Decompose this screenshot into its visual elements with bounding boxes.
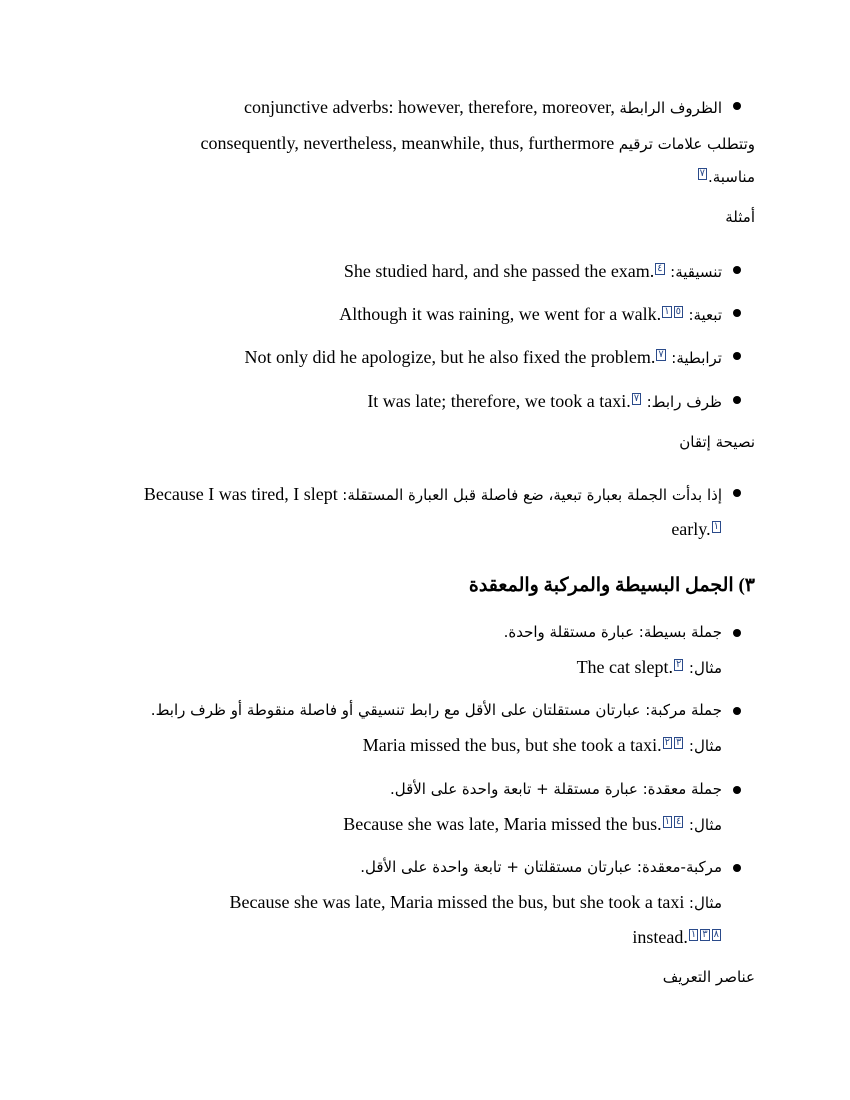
type-def: جملة مركبة: عبارتان مستقلتان على الأقل مع رابط تنسيقي أو فاصلة منقوطة أو ظرف رابط. (150, 701, 722, 719)
type-example (577, 655, 722, 680)
tip-heading: نصيحة إتقان (679, 433, 755, 451)
example-text: Not only did he apologize, but he also fixed the problem. (244, 347, 656, 367)
tip-line-1 (144, 482, 722, 507)
example-text: She studied hard, and she passed the exam. (343, 261, 655, 281)
example-label: تبعية: (688, 306, 722, 324)
footnote-ref[interactable]: ١ (664, 816, 671, 827)
example-label: ترابطية: (671, 349, 722, 367)
type-example-text: Because she was late, Maria missed the bus. (343, 814, 662, 834)
bullet (733, 489, 741, 497)
type-def: جملة بسيطة: عبارة مستقلة واحدة. (503, 623, 722, 641)
type-example-cont (632, 925, 722, 949)
footnote-ref[interactable]: ١ (690, 929, 697, 940)
conj-ar-2: وتتطلب علامات ترقيم (618, 135, 755, 153)
type-example-text: Because she was late, Maria missed the bus, but she took a taxi (229, 892, 685, 912)
example-label: مثال: (688, 737, 722, 755)
conj-line-3 (697, 164, 755, 189)
bullet (733, 102, 741, 110)
conj-ar-1: الظروف الرابطة (619, 99, 722, 117)
tip-ar: إذا بدأت الجملة بعبارة تبعية، ضع فاصلة قبل العبارة المستقلة: (342, 486, 722, 504)
bullet (733, 786, 741, 794)
section-3-title: ٣) الجمل البسيطة والمركبة والمعقدة (468, 575, 755, 596)
conj-en-1: conjunctive adverbs: however, therefore, moreover, (244, 97, 615, 117)
conj-line-1 (244, 95, 722, 120)
tip-en-2: early. (671, 519, 711, 539)
footnote-ref[interactable]: ٨ (713, 929, 719, 940)
footnote-ref[interactable]: ٤ (676, 816, 682, 827)
example-text: Although it was raining, we went for a walk. (339, 304, 662, 324)
examples-heading: أمثلة (725, 208, 755, 226)
type-example-text: The cat slept. (576, 657, 674, 677)
type-def: مركبة-معقدة: عبارتان مستقلتان + تابعة واحدة على الأقل. (360, 858, 722, 876)
example-label: ظرف رابط: (646, 393, 722, 411)
bullet (733, 629, 741, 637)
footnote-ref[interactable]: ١ (664, 306, 670, 317)
footnote-ref[interactable]: ١ (713, 521, 719, 532)
bullet (733, 396, 741, 404)
example-2 (244, 345, 722, 370)
bullet (733, 309, 741, 317)
example-1 (339, 302, 722, 327)
conj-ar-3: مناسبة. (707, 168, 755, 186)
footnote-ref[interactable]: ٧ (658, 349, 664, 360)
type-def: جملة معقدة: عبارة مستقلة + تابعة واحدة على الأقل. (389, 780, 722, 798)
example-label: مثال: (688, 894, 722, 912)
conj-en-2: consequently, nevertheless, meanwhile, thus, furthermore (200, 133, 615, 153)
type-example (230, 890, 722, 915)
type-example (343, 812, 722, 837)
footnote-ref[interactable]: ٢ (664, 737, 671, 748)
footnote-ref[interactable]: ٥ (675, 306, 681, 317)
example-label: مثال: (688, 816, 722, 834)
tip-en-1: Because I was tired, I slept (143, 484, 338, 504)
example-0 (344, 259, 722, 284)
example-label: تنسيقية: (670, 263, 722, 281)
type-example (363, 733, 722, 758)
footnote-ref[interactable]: ٤ (657, 263, 663, 274)
bullet (733, 352, 741, 360)
footnote-ref[interactable]: ٣ (676, 737, 682, 748)
conj-line-2 (201, 131, 755, 156)
footnote-ref[interactable]: ٧ (633, 393, 640, 404)
type-example-text: Maria missed the bus, but she took a taxi. (362, 735, 662, 755)
example-label: مثال: (688, 659, 722, 677)
example-text: It was late; therefore, we took a taxi. (367, 391, 631, 411)
tip-line-2 (671, 517, 722, 541)
bullet (733, 266, 741, 274)
bullet (733, 707, 741, 715)
definition-elements-heading: عناصر التعريف (662, 968, 755, 986)
footnote-ref[interactable]: ٢ (676, 659, 682, 670)
footnote-ref[interactable]: ٣ (702, 929, 708, 940)
type-example-text-2: instead. (632, 927, 688, 947)
footnote-ref[interactable]: ٧ (699, 168, 705, 179)
example-3 (367, 389, 722, 414)
bullet (733, 864, 741, 872)
